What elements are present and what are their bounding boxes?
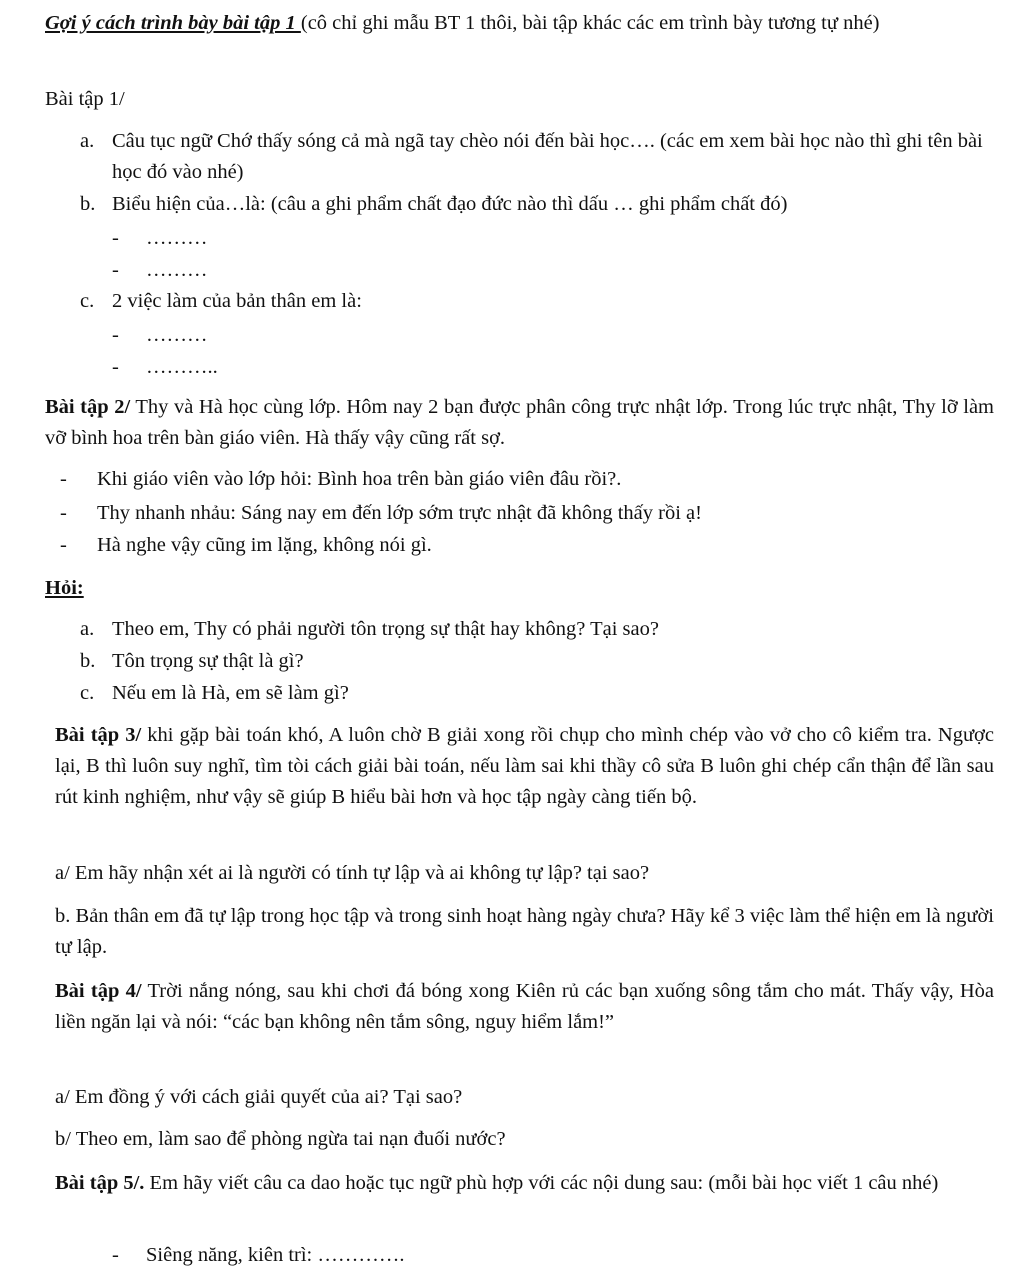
bt1-item-b (80, 189, 994, 220)
bt2-bullet-2 (60, 498, 994, 529)
dash-marker: - (112, 227, 119, 249)
bt1-c-sub-2 (112, 352, 1024, 383)
bt2-bullet-2-text: Thy nhanh nhảu: Sáng nay em đến lớp sớm trực nhật đã không thấy rồi ạ! (97, 502, 702, 524)
bt2-question-b-marker: b. (80, 650, 96, 672)
bt2-hoi-heading (45, 573, 1024, 604)
bt1-b-sub-2-text: ……… (146, 259, 208, 281)
bt4-question-b: b/ Theo em, làm sao để phòng ngừa tai nạn đuối nước? (55, 1128, 506, 1150)
dash-marker: - (60, 468, 67, 490)
intro-paragraph (45, 8, 994, 39)
bt2-question-b (80, 646, 994, 677)
bt1-title: Bài tập 1/ (45, 88, 125, 110)
bt5-bullet-text: Siêng năng, kiên trì: …………. (146, 1244, 405, 1266)
dash-marker: - (112, 356, 119, 378)
bt1-item-c-marker: c. (80, 290, 95, 312)
bt2-text: Thy và Hà học cùng lớp. Hôm nay 2 bạn được phân công trực nhật lớp. Trong lúc trực nhật, Thy lỡ làm vỡ bình hoa trên bàn giáo viên. Hà thấy vậy cũng rất sợ. (45, 396, 995, 449)
intro-note: (cô chỉ ghi mẫu BT 1 thôi, bài tập khác các em trình bày tương tự nhé) (300, 12, 880, 34)
bt5-text: Em hãy viết câu ca dao hoặc tục ngữ phù hợp với các nội dung sau: (mỗi bài học viết 1 câu nhé) (144, 1172, 939, 1194)
dash-marker: - (112, 259, 119, 281)
bt2-bullet-3 (60, 530, 994, 561)
bt1-item-c-text: 2 việc làm của bản thân em là: (112, 290, 362, 312)
bt3-question-b: b. Bản thân em đã tự lập trong học tập và trong sinh hoạt hàng ngày chưa? Hãy kể 3 việc làm thể hiện em là người tự lập. (55, 905, 994, 958)
bt1-item-c (80, 286, 1024, 317)
bt1-c-sub-2-text: ……….. (146, 356, 218, 378)
bt1-c-sub-1-text: ……… (146, 324, 208, 346)
dash-marker: - (112, 1244, 119, 1266)
intro-title: Gợi ý cách trình bày bài tập 1 (45, 12, 301, 34)
bt2-bullet-1-text: Khi giáo viên vào lớp hỏi: Bình hoa trên bàn giáo viên đâu rồi?. (97, 468, 622, 490)
bt4-question-a: a/ Em đồng ý với cách giải quyết của ai? Tại sao? (55, 1086, 463, 1108)
bt3-question-a: a/ Em hãy nhận xét ai là người có tính tự lập và ai không tự lập? tại sao? (55, 862, 650, 884)
bt2-question-a (80, 614, 994, 645)
bt1-item-a-text: Câu tục ngữ Chớ thấy sóng cả mà ngã tay chèo nói đến bài học…. (các em xem bài học nào thì ghi tên bài học đó vào nhé) (112, 130, 983, 183)
bt4-label: Bài tập 4/ (55, 980, 142, 1002)
bt3-paragraph (55, 720, 994, 813)
bt5-label: Bài tập 5/. (55, 1172, 145, 1194)
bt2-question-b-text: Tôn trọng sự thật là gì? (112, 650, 304, 672)
bt2-question-c-text: Nếu em là Hà, em sẽ làm gì? (112, 682, 349, 704)
bt5-paragraph (45, 1168, 994, 1199)
bt2-hoi-text: Hỏi: (45, 577, 84, 599)
bt3-label: Bài tập 3/ (55, 724, 142, 746)
bt2-question-a-text: Theo em, Thy có phải người tôn trọng sự thật hay không? Tại sao? (112, 618, 659, 640)
bt5-bullet (112, 1240, 994, 1271)
bt1-b-sub-1 (112, 223, 1024, 254)
bt2-question-c-marker: c. (80, 682, 95, 704)
bt2-label: Bài tập 2/ (45, 396, 131, 418)
dash-marker: - (60, 534, 67, 556)
bt2-question-c (80, 678, 994, 709)
bt2-paragraph (45, 392, 994, 454)
bt1-item-b-marker: b. (80, 193, 96, 215)
dash-marker: - (112, 324, 119, 346)
bt4-text: Trời nắng nóng, sau khi chơi đá bóng xong Kiên rủ các bạn xuống sông tắm cho mát. Thấy vậy, Hòa liền ngăn lại và nói: “các bạn không nên tắm sông, nguy hiểm lắm!” (55, 980, 994, 1033)
bt1-b-sub-1-text: ……… (146, 227, 208, 249)
bt2-bullet-1 (60, 464, 994, 495)
bt2-bullet-3-text: Hà nghe vậy cũng im lặng, không nói gì. (97, 534, 432, 556)
bt1-item-a (80, 126, 994, 188)
bt3-text: khi gặp bài toán khó, A luôn chờ B giải xong rồi chụp cho mình chép vào vở cho cô kiểm tra. Ngược lại, B thì luôn suy nghĩ, tìm tòi cách giải bài toán, nếu làm sai khi thầy cô sửa B luôn ghi chép cẩn thận để lần sau rút kinh nghiệm, như vậy sẽ giúp B hiểu bài hơn và học tập ngày càng tiến bộ. (55, 724, 994, 808)
dash-marker: - (60, 502, 67, 524)
bt2-question-a-marker: a. (80, 618, 95, 640)
bt1-b-sub-2 (112, 255, 1024, 286)
bt1-item-b-text: Biểu hiện của…là: (câu a ghi phẩm chất đạo đức nào thì dấu … ghi phẩm chất đó) (112, 193, 788, 215)
bt4-paragraph (55, 976, 994, 1038)
bt1-item-a-marker: a. (80, 130, 95, 152)
bt1-c-sub-1 (112, 320, 1024, 351)
